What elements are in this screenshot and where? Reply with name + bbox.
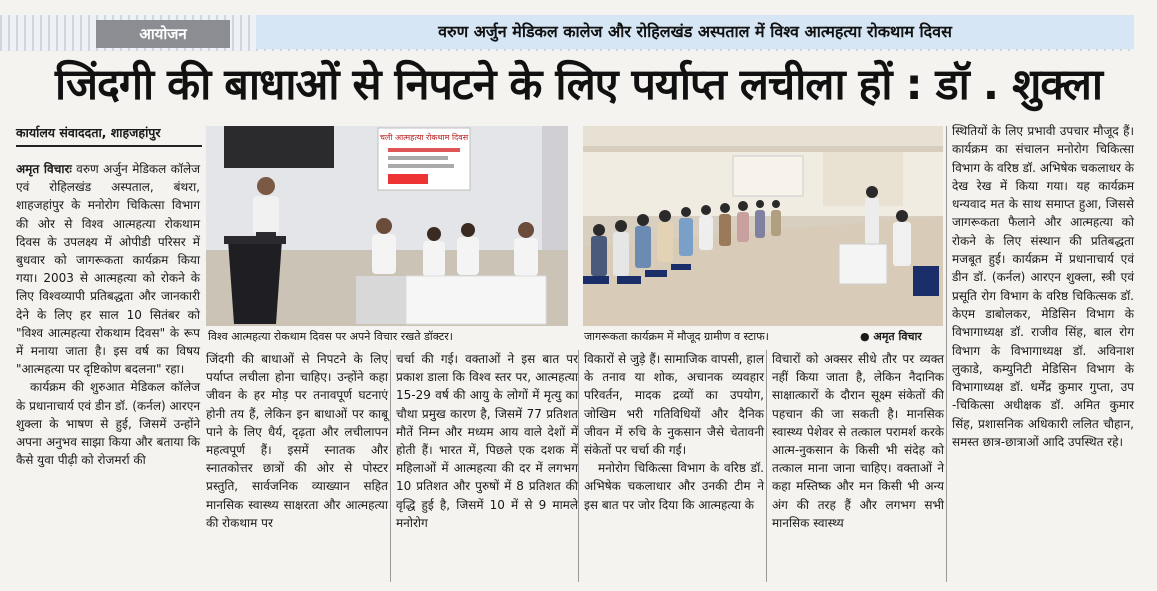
paragraph: मनोरोग चिकित्सा विभाग के वरिष्ठ डॉ. अभिषेक चकलाधार और उनकी टीम ने इस बात पर जोर दिया कि आत्महत्या के: [584, 461, 764, 512]
paragraph: कार्यक्रम की शुरुआत मेडिकल कॉलेज के प्रधानाचार्य एवं डीन डॉ. (कर्नल) आरएन शुक्ला के भाषण से हुई, जिसमें उन्होंने अपना अनुभव साझा किया और बताया कि कैसे युवा पीढ़ी को रोजमर्रा की: [16, 380, 200, 468]
column-divider: [390, 350, 391, 582]
kicker-headline: वरुण अर्जुन मेडिकल कालेज और रोहिलखंड अस्पताल में विश्व आत्महत्या रोकथाम दिवस: [256, 15, 1134, 49]
column-divider: [766, 350, 767, 582]
banner-text: चली आत्महत्या रोकथाम दिवस: [379, 133, 469, 142]
byline: कार्यालय संवाददता, शाहजहांपुर: [16, 124, 202, 147]
column-divider: [946, 126, 947, 582]
lead-in: अमृत विचारः: [16, 162, 72, 176]
photo-caption: जागरूकता कार्यक्रम में मौजूद ग्रामीण व स्टाफ।: [584, 330, 769, 343]
section-tag: आयोजन: [96, 20, 230, 48]
column-divider: [578, 350, 579, 582]
photo-caption: विश्व आत्महत्या रोकथाम दिवस पर अपने विचार रखते डॉक्टर।: [208, 330, 453, 343]
article-column-3: चर्चा की गई। वक्ताओं ने इस बात पर प्रकाश डाला कि विश्व स्तर पर, आत्महत्या 15-29 वर्ष की आयु के लोगों में मृत्यु का चौथा प्रमुख कारण है, जिसमें 77 प्रतिशत मौतें निम्न और मध्यम आय वाले देशों में होती हैं। भारत में, पिछले एक दशक में महिलाओं में आत्महत्या की दर में लगभग 10 प्रतिशत और पुरुषों में 8 प्रतिशत की वृद्धि हुई है, जिसमें 10 में से 9 मामले मनोरोग: [396, 352, 578, 530]
article-column-4: [584, 350, 764, 514]
photo-credit: ● अमृत विचार: [860, 330, 922, 343]
photo-illustration: [206, 126, 568, 326]
article-column-2: जिंदगी की बाधाओं से निपटने के लिए पर्याप्त लचीला होना चाहिए। उन्होंने कहा जीवन के हर मोड़ पर तनावपूर्ण घटनाएं होनी तय हैं, लेकिन इन बाधाओं पर काबू पाने के लिए धैर्य, दृढ़ता और लचीलापन महत्वपूर्ण हैं। इसमें स्नातक और स्नातकोत्तर छात्रों की ओर से पोस्टर प्रस्तुति, सार्वजनिक व्याख्यान सहित मानसिक स्वास्थ्य साक्षरता और आत्महत्या की रोकथाम पर: [206, 352, 388, 530]
article-column-5: विचारों को अक्सर सीधे तौर पर व्यक्त नहीं किया जाता है, लेकिन नैदानिक साक्षात्कारों के दौरान सूक्ष्म संकेतों की पहचान की जा सकती है। मानसिक स्वास्थ्य पेशेवर से तत्काल परामर्श करके आत्म-नुकसान के किसी भी संदेह को तत्काल माना जाना चाहिए। वक्ताओं ने कहा मस्तिष्क और मन किसी भी अन्य अंग की तरह हैं और लगभग सभी मानसिक स्वास्थ्य: [772, 352, 944, 530]
paragraph: विकारों से जुड़े हैं। सामाजिक वापसी, हाल के तनाव या शोक, अचानक व्यवहार परिवर्तन, मादक द्रव्यों का उपयोग, जोखिम भरी गतिविधियों और दैनिक जीवन में रुचि के नुकसान जैसे चेतावनी संकेतों पर चर्चा की गई।: [584, 352, 764, 458]
photo-audience-hall: [583, 126, 943, 326]
main-headline: जिंदगी की बाधाओं से निपटने के लिए पर्याप्त लचीला हों : डॉ . शुक्ला: [54, 60, 1103, 110]
article-column-1: [16, 160, 200, 469]
photo-speaker-at-podium: [206, 126, 568, 326]
photo-illustration: [583, 126, 943, 326]
article-column-6: स्थितियों के लिए प्रभावी उपचार मौजूद हैं। कार्यक्रम का संचालन मनोरोग चिकित्सा विभाग के वरिष्ठ डॉ. अभिषेक चकलाधर के देख रेख में किया गया। यह कार्यक्रम धन्यवाद मत के साथ समाप्त हुआ, जिससे जागरूकता फैलाने और आत्महत्या को रोकने के लिए संस्थान की प्रतिबद्धता मजबूत हुई। कार्यक्रम में प्रधानाचार्य एवं डीन डॉ. (कर्नल) आरएन शुक्ला, स्त्री एवं प्रसूति रोग विभाग के वरिष्ठ चिकित्सक डॉ. केएम डाबोलकर, मेडिसिन विभाग के विभागाध्यक्ष डॉ. राजीव सिंह, बाल रोग विभाग के विभागाध्यक्ष डॉ. अविनाश लुकाडे, कम्युनिटी मेडिसिन विभाग के विभागाध्यक्ष डॉ. धर्मेंद्र कुमार गुप्ता, उप -चिकित्सा अधीक्षक डॉ. अमित कुमार सिंह, प्रशासनिक अधिकारी ललित चौहान, समस्त छात्र-छात्राओं आदि उपस्थित रहे।: [952, 124, 1134, 450]
paragraph-text: वरुण अर्जुन मेडिकल कॉलेज एवं रोहिलखंड अस्पताल, बंथरा, शाहजहांपुर के मनोरोग चिकित्सा विभाग की ओर से विश्व आत्महत्या रोकथाम दिवस के उपलक्ष्य में ओपीडी परिसर में बुधवार को जागरूकता कार्यक्रम किया गया। 2003 से आत्महत्या को रोकने के लिए विश्वव्यापी प्रतिबद्धता और जानकारी देने के लिए हर साल 10 सितंबर को "विश्व आत्महत्या रोकथाम दिवस" के रूप में मनाया जाता है। इस वर्ष का विषय "आत्महत्या पर दृष्टिकोण बदलना" रहा।: [16, 162, 201, 377]
paragraph: [16, 160, 200, 378]
